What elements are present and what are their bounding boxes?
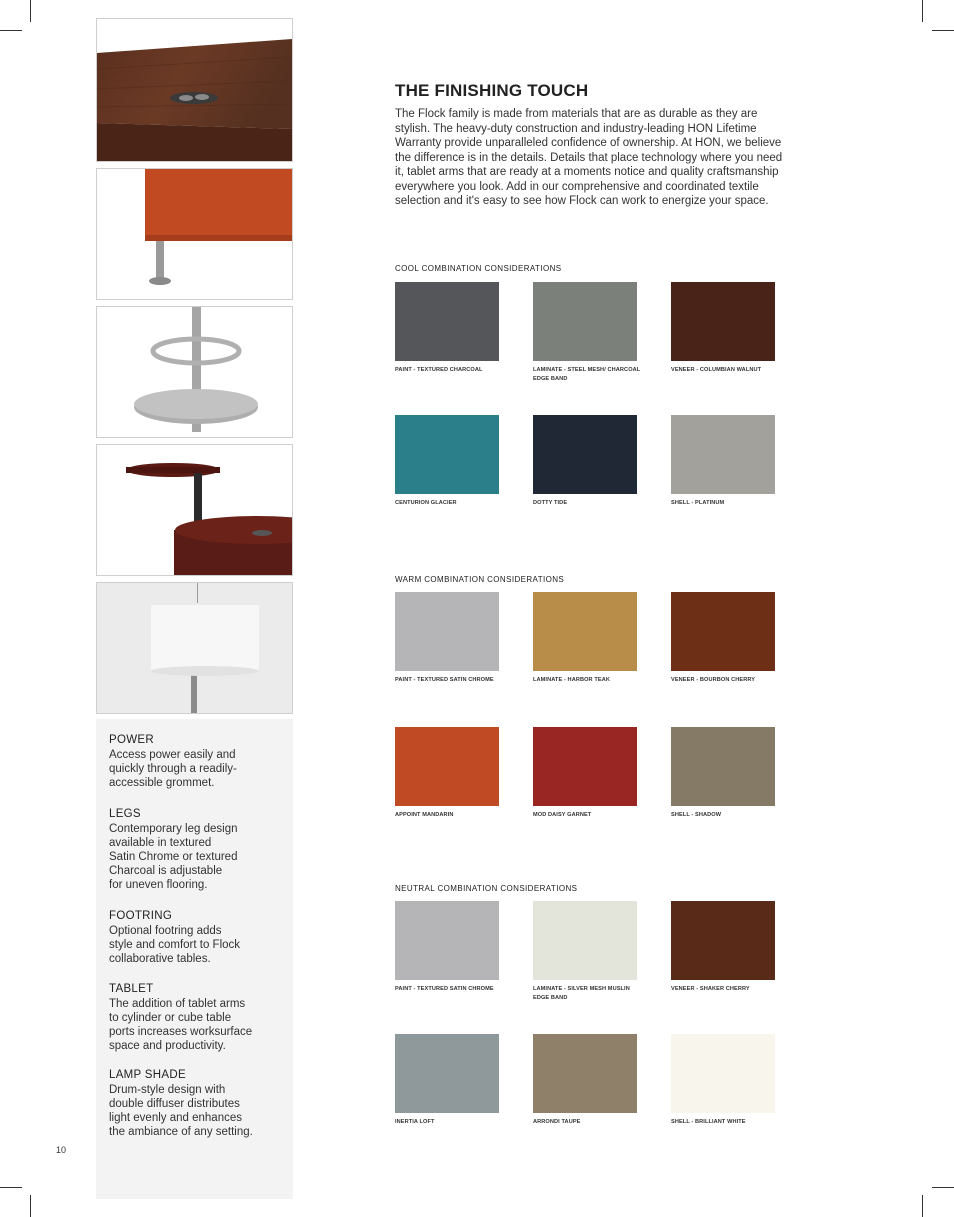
material-swatch (671, 415, 775, 494)
material-swatch (671, 282, 775, 361)
section-heading-cool: COOL COMBINATION CONSIDERATIONS (395, 264, 562, 273)
grommet-photo (96, 18, 293, 162)
crop-mark (0, 1187, 22, 1188)
swatch-label: VENEER - SHAKER CHERRY (671, 986, 750, 992)
feature-text: Access power easily and quickly through a readily- accessible grommet. (109, 749, 237, 789)
page-title: THE FINISHING TOUCH (395, 81, 589, 100)
material-swatch (395, 1034, 499, 1113)
material-swatch (533, 727, 637, 806)
crop-mark (30, 0, 31, 22)
swatch-label: INERTIA LOFT (395, 1119, 435, 1125)
swatch-label: SHELL - BRILLIANT WHITE (671, 1119, 746, 1125)
crop-mark (932, 30, 954, 31)
feature-title: LAMP SHADE (109, 1069, 186, 1081)
section-heading-warm: WARM COMBINATION CONSIDERATIONS (395, 575, 565, 584)
swatch-label: VENEER - COLUMBIAN WALNUT (671, 367, 762, 373)
swatch-label: SHELL - SHADOW (671, 812, 722, 818)
material-swatch (533, 1034, 637, 1113)
swatch-label: LAMINATE - STEEL MESH/ CHARCOAL EDGE BAND (533, 367, 641, 382)
tablet-photo (96, 444, 293, 576)
feature-title: FOOTRING (109, 910, 173, 922)
swatch-label: APPOINT MANDARIN (395, 812, 454, 818)
swatch-label: MOD DAISY GARNET (533, 812, 592, 818)
material-swatch (533, 592, 637, 671)
swatch-label: DOTTY TIDE (533, 500, 568, 506)
feature-legs (109, 808, 289, 892)
swatch-label: PAINT - TEXTURED SATIN CHROME (395, 677, 494, 683)
crop-mark (0, 30, 22, 31)
crop-mark (30, 1195, 31, 1217)
swatch-label: LAMINATE - HARBOR TEAK (533, 677, 610, 683)
material-swatch (395, 415, 499, 494)
swatch-label: LAMINATE - SILVER MESH MUSLIN EDGE BAND (533, 986, 630, 1001)
material-swatch (671, 592, 775, 671)
features-panel (96, 719, 293, 1199)
material-swatch (395, 282, 499, 361)
swatch-label: SHELL - PLATINUM (671, 500, 725, 506)
feature-title: LEGS (109, 808, 141, 820)
feature-text: Drum-style design with double diffuser distributes light evenly and enhances the ambiance of any setting. (109, 1084, 253, 1138)
feature-power (109, 734, 289, 790)
material-swatch (533, 282, 637, 361)
swatch-label: ARRONDI TAUPE (533, 1119, 581, 1125)
material-swatch (671, 727, 775, 806)
swatch-label: PAINT - TEXTURED SATIN CHROME (395, 986, 494, 992)
footring-photo (96, 306, 293, 438)
feature-title: POWER (109, 734, 154, 746)
crop-mark (932, 1187, 954, 1188)
crop-mark (922, 0, 923, 22)
swatch-label: PAINT - TEXTURED CHARCOAL (395, 367, 483, 373)
intro-paragraph: The Flock family is made from materials that are as durable as they are stylish. The heavy-duty construction and industry-leading HON Lifetime Warranty provide unparalleled confidence of ownership. At HON, we believe the difference is in the details. Details that place technology where you need it, tablet arms that are ready at a moments notice and quality craftsmanship everywhere you look. Add in our comprehensive and coordinated textile selection and it's easy to see how Flock can work to energize your space. (395, 108, 783, 207)
feature-text: Contemporary leg design available in textured Satin Chrome or textured Charcoal is adjustable for uneven flooring. (109, 823, 238, 891)
page-number: 10 (56, 1145, 67, 1155)
material-swatch (671, 1034, 775, 1113)
material-swatch (395, 592, 499, 671)
swatch-label: CENTURION GLACIER (395, 500, 457, 506)
swatch-label: VENEER - BOURBON CHERRY (671, 677, 756, 683)
feature-text: The addition of tablet arms to cylinder or cube table ports increases worksurface space and productivity. (109, 998, 253, 1052)
lamp-shade-photo (96, 582, 293, 714)
material-swatch (533, 415, 637, 494)
material-swatch (395, 901, 499, 980)
material-swatch (671, 901, 775, 980)
feature-title: TABLET (109, 983, 154, 995)
leg-photo (96, 168, 293, 300)
section-heading-neutral: NEUTRAL COMBINATION CONSIDERATIONS (395, 884, 578, 893)
feature-footring (109, 910, 289, 966)
material-swatch (533, 901, 637, 980)
feature-text: Optional footring adds style and comfort to Flock collaborative tables. (109, 925, 241, 965)
feature-lamp-shade (109, 1069, 289, 1139)
material-swatch (395, 727, 499, 806)
feature-tablet (109, 983, 289, 1053)
crop-mark (922, 1195, 923, 1217)
